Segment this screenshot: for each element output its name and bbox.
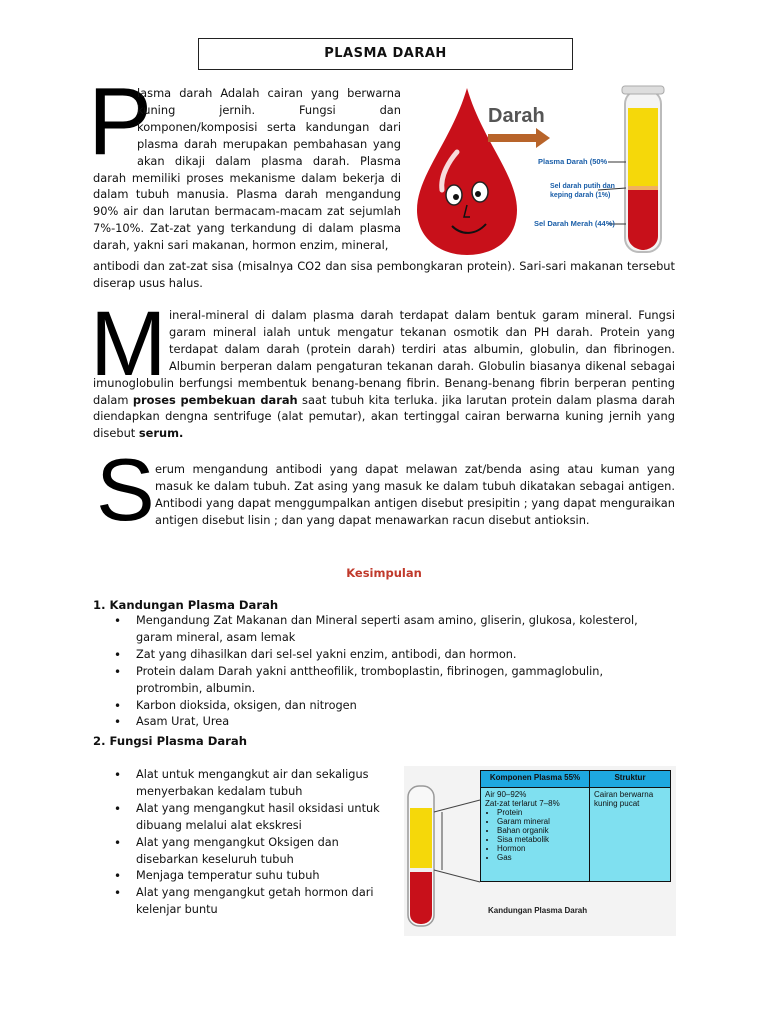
intro-continuation: antibodi dan zat-zat sisa (misalnya CO2 dan sisa pembongkaran protein). Sari-sari makanan tersebut diserap usus halus. bbox=[93, 259, 675, 290]
dropcap-spacer bbox=[93, 307, 169, 369]
serum-paragraph bbox=[93, 461, 675, 529]
list-item: • Mengandung Zat Makanan dan Mineral seperti asam amino, gliserin, glukosa, kolesterol, garam mineral, asam lemak bbox=[111, 613, 671, 647]
serum-text: erum mengandung antibodi yang dapat melawan zat/benda asing atau kuman yang masuk ke dalam tubuh. Zat asing yang masuk ke dalam tubuh dikatakan sebagai antigen. Antibodi yang dapat menggumpalkan antigen disebut presipitin ; yang dapat menguraikan antigen disebut lisin ; dan yang dapat menawarkan racun disebut antioksin. bbox=[155, 462, 675, 527]
arrow-icon bbox=[488, 128, 550, 148]
label-plasma: Plasma Darah (50% bbox=[538, 157, 608, 166]
mineral-bold-2: serum. bbox=[138, 426, 184, 441]
list-item: • Garam mineral bbox=[497, 817, 585, 826]
component-list bbox=[485, 808, 585, 862]
section1-heading: 1. Kandungan Plasma Darah bbox=[93, 598, 279, 612]
label-white-cells-1: Sel darah putih dan bbox=[550, 183, 615, 190]
blood-title: Darah bbox=[488, 105, 545, 127]
blood-drop-figure bbox=[412, 80, 682, 260]
figure-caption: Kandungan Plasma Darah bbox=[488, 906, 588, 915]
dropcap-s: S bbox=[96, 440, 155, 539]
section2-heading: 2. Fungsi Plasma Darah bbox=[93, 734, 247, 748]
water-line: Air 90–92% bbox=[485, 790, 527, 800]
dropcap-m: M bbox=[90, 293, 167, 395]
mineral-text-2: saat tubuh kita terluka. jika larutan protein dalam plasma darah diendapkan dengna sentrifuge (alat pemutar), akan tertinggal cairan berwarna kuning jernih yang disebut bbox=[93, 392, 676, 441]
list-item: • Karbon dioksida, oksigen, dan nitrogen bbox=[111, 698, 671, 715]
mineral-text-1: ineral-mineral di dalam plasma darah terdapat dalam bentuk garam mineral. Fungsi garam mineral ialah untuk mengatur tekanan osmotik dan PH darah. Protein yang terdapat dalam darah (protein darah) terdiri atas albumin, globulin, dan fibrinogen. Albumin berperan dalam pengaturan tekanan darah. Globulin biasanya dikenal sebagai imunoglobulin berfungsi membentuk benang-benang fibrin. Benang-benang fibrin berperan penting dalam bbox=[93, 308, 675, 407]
label-red: Sel Darah Merah (44%) bbox=[534, 219, 615, 228]
list-item: • Hormon bbox=[497, 844, 585, 853]
list-item: • Menjaga temperatur suhu tubuh bbox=[111, 868, 396, 885]
solutes-line: Zat-zat terlarut 7–8% bbox=[485, 799, 560, 809]
list-item: • Gas bbox=[497, 853, 585, 862]
list-item: • Alat yang mengangkut Oksigen dan disebarkan keseluruh tubuh bbox=[111, 835, 396, 869]
dropcap-spacer bbox=[93, 85, 137, 155]
structure-cell: Cairan berwarna kuning pucat bbox=[590, 788, 671, 882]
dropcap-p: P bbox=[88, 68, 153, 175]
list-item: • Zat yang dihasilkan dari sel-sel yakni enzim, antibodi, dan hormon. bbox=[111, 647, 671, 664]
header-component: Komponen Plasma 55% bbox=[481, 771, 590, 788]
kesimpulan-title: Kesimpulan bbox=[346, 566, 422, 580]
list-item: • Bahan organik bbox=[497, 826, 585, 835]
list-item: • Protein bbox=[497, 808, 585, 817]
label-white-cells-2: keping darah (1%) bbox=[550, 192, 611, 199]
component-cell bbox=[481, 788, 590, 882]
test-tube-icon bbox=[404, 766, 484, 936]
header-structure: Struktur bbox=[590, 771, 671, 788]
list-item: • Alat yang mengangkut getah hormon dari kelenjar buntu bbox=[111, 885, 396, 919]
list-item: • Sisa metabolik bbox=[497, 835, 585, 844]
list-item: • Protein dalam Darah yakni anttheofilik, tromboplastin, fibrinogen, gammaglobulin, protrombin, albumin. bbox=[111, 664, 671, 698]
list-item: • Alat untuk mengangkut air dan sekaligus menyerbakan kedalam tubuh bbox=[111, 767, 396, 801]
list-item: • Asam Urat, Urea bbox=[111, 714, 671, 731]
dropcap-spacer bbox=[93, 461, 155, 527]
mineral-paragraph bbox=[93, 307, 675, 442]
page-title: PLASMA DARAH bbox=[198, 38, 573, 70]
intro-paragraph bbox=[93, 85, 401, 254]
mineral-bold-1: proses pembekuan darah bbox=[132, 392, 298, 407]
intro-text: lasma darah Adalah cairan yang berwarna kuning jernih. Fungsi dan komponen/komposisi serta kandungan dari plasma darah merupakan pembahasan yang akan dikaji dalam plasma darah. Plasma darah memiliki proses mekanisme dalam bekerja di dalam tubuh manusia. Plasma darah mengandung 90% air dan larutan bermacam-macam zat sejumlah 7%-10%. Zat-zat yang terkandung di dalam plasma darah, yakni sari makanan, hormon enzim, mineral, bbox=[93, 86, 401, 253]
list-item: • Alat yang mengangkut hasil oksidasi untuk dibuang melalui alat ekskresi bbox=[111, 801, 396, 835]
section1-list bbox=[111, 613, 671, 731]
component-table bbox=[480, 770, 671, 882]
section2-list bbox=[111, 767, 396, 919]
test-tube-icon bbox=[622, 86, 664, 252]
